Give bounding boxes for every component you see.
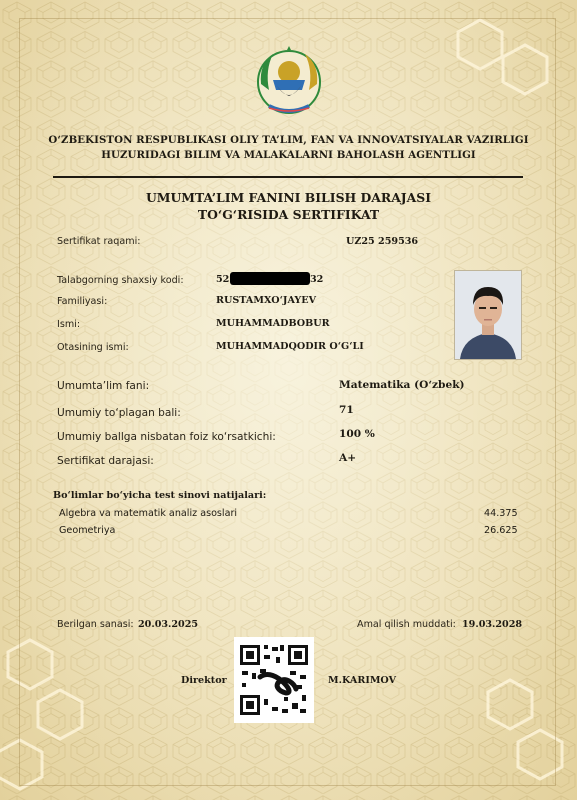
certificate-level-value: A+ [339,452,357,464]
section-results-heading: Bo‘limlar bo‘yicha test sinovi natijalari: [53,490,267,501]
patronymic-value: MUHAMMADQODIR O‘G‘LI [216,341,364,352]
state-emblem-icon [251,44,327,118]
total-score-value: 71 [339,404,354,416]
certificate-level-label: Sertifikat darajasi: [57,455,154,467]
subject-label: Umumta’lim fani: [57,380,150,392]
qr-code-icon[interactable] [234,637,314,723]
first-name-label: Ismi: [57,319,81,330]
percent-label: Umumiy ballga nisbatan foiz ko‘rsatkichi: [57,431,276,443]
ministry-line-1: O‘ZBEKISTON RESPUBLIKASI OLIY TA’LIM, FAN VA INNOVATSIYALAR VAZIRLIGI [48,134,529,146]
certificate-title-line-1: UMUMTA’LIM FANINI BILISH DARAJASI [145,190,432,205]
first-name-value: MUHAMMADBOBUR [216,318,330,329]
surname-label: Familiyasi: [57,296,108,307]
valid-until-value: 19.03.2028 [462,619,523,630]
patronymic-label: Otasining ismi: [57,342,129,353]
surname-value: RUSTAMXO‘JAYEV [216,295,317,306]
subject-value: Matematika (O‘zbek) [339,379,465,391]
valid-until-label: Amal qilish muddati: [357,619,456,630]
director-name: M.KARIMOV [328,675,397,686]
personal-id-label: Talabgorning shaxsiy kodi: [57,275,184,286]
director-label: Direktor [181,675,227,686]
percent-value: 100 % [339,428,375,440]
section-name: Geometriya [59,525,116,536]
header-divider [53,176,523,178]
issued-date-label: Berilgan sanasi: [57,619,134,630]
holder-photo [454,270,522,360]
personal-id-prefix: 52 [216,274,230,285]
section-score: 44.375 [484,508,518,519]
personal-id-suffix: 32 [310,274,324,285]
total-score-label: Umumiy to‘plagan bali: [57,407,181,419]
section-name: Algebra va matematik analiz asoslari [59,508,238,519]
certificate-number-label: Sertifikat raqami: [57,236,141,247]
certificate-title-line-2: TO‘G‘RISIDA SERTIFIKAT [197,207,380,222]
issued-date-value: 20.03.2025 [138,619,199,630]
portrait-image [455,271,521,359]
personal-id-redaction [230,272,310,285]
section-score: 26.625 [484,525,518,536]
ministry-line-2: HUZURIDAGI BILIM VA MALAKALARNI BAHOLASH AGENTLIGI [101,149,476,161]
certificate-number-value: UZ25 259536 [346,236,419,247]
